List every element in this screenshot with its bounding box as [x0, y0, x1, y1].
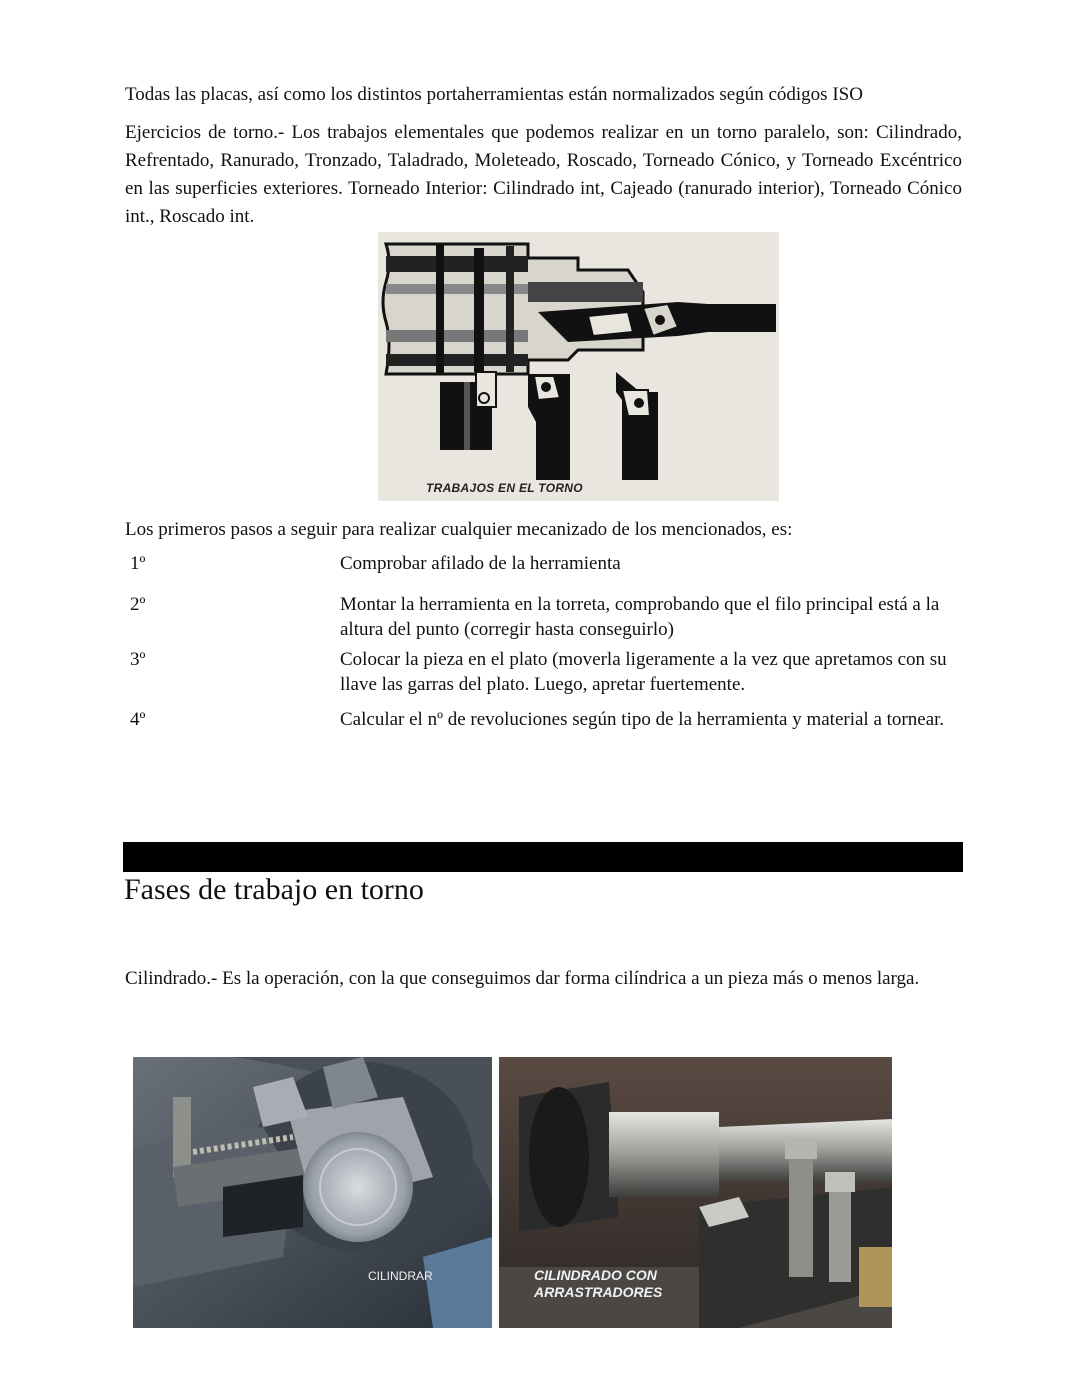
- photo-cilindrado-arrastradores: [499, 1057, 892, 1328]
- step-number: 4º: [130, 709, 146, 730]
- paragraph-iso: Todas las placas, así como los distintos portaherramientas están normalizados según códigos ISO: [125, 84, 863, 105]
- photo-cilindrar: [133, 1057, 492, 1328]
- step-description: Colocar la pieza en el plato (moverla ligeramente a la vez que apretamos con su llave las garras del plato. Luego, apretar fuertemente.: [340, 649, 947, 695]
- step-description: Calcular el nº de revoluciones según tipo de la herramienta y material a tornear.: [340, 709, 945, 730]
- step-description: Comprobar afilado de la herramienta: [340, 553, 621, 574]
- paragraph-pasos: Los primeros pasos a seguir para realizar cualquier mecanizado de los mencionados, es:: [125, 519, 793, 540]
- section-title: Fases de trabajo en torno: [124, 873, 424, 906]
- step-number: 1º: [130, 553, 146, 574]
- lathe-chuck-photo: [133, 1057, 492, 1328]
- section-divider-bar: [123, 842, 963, 872]
- step-number: 2º: [130, 594, 146, 615]
- step-description: Montar la herramienta en la torreta, comprobando que el filo principal está a la altura del punto (corregir hasta conseguirlo): [340, 594, 940, 640]
- photo-caption-left: CILINDRAR: [368, 1269, 433, 1283]
- step-number: 3º: [130, 649, 146, 670]
- lathe-diagram-illustration: [378, 232, 779, 501]
- paragraph-cilindrado: Cilindrado.- Es la operación, con la que conseguimos dar forma cilíndrica a un pieza más o menos larga.: [125, 968, 920, 989]
- paragraph-ejercicios: Ejercicios de torno.- Los trabajos elementales que podemos realizar en un torno paralelo, son: Cilindrado, Refrentado, Ranurado, Tronzado, Taladrado, Moleteado, Roscado, Torneado Cónico, y Torneado Excéntrico en las superficies exteriores. Torneado Interior: Cilindrado int, Cajeado (ranurado interior), Torneado Cónico int., Roscado int.: [125, 122, 962, 227]
- lathe-operations-figure: [378, 232, 779, 501]
- photo-caption-right: CILINDRADO CON ARRASTRADORES: [534, 1267, 663, 1300]
- figure-caption: TRABAJOS EN EL TORNO: [426, 481, 583, 495]
